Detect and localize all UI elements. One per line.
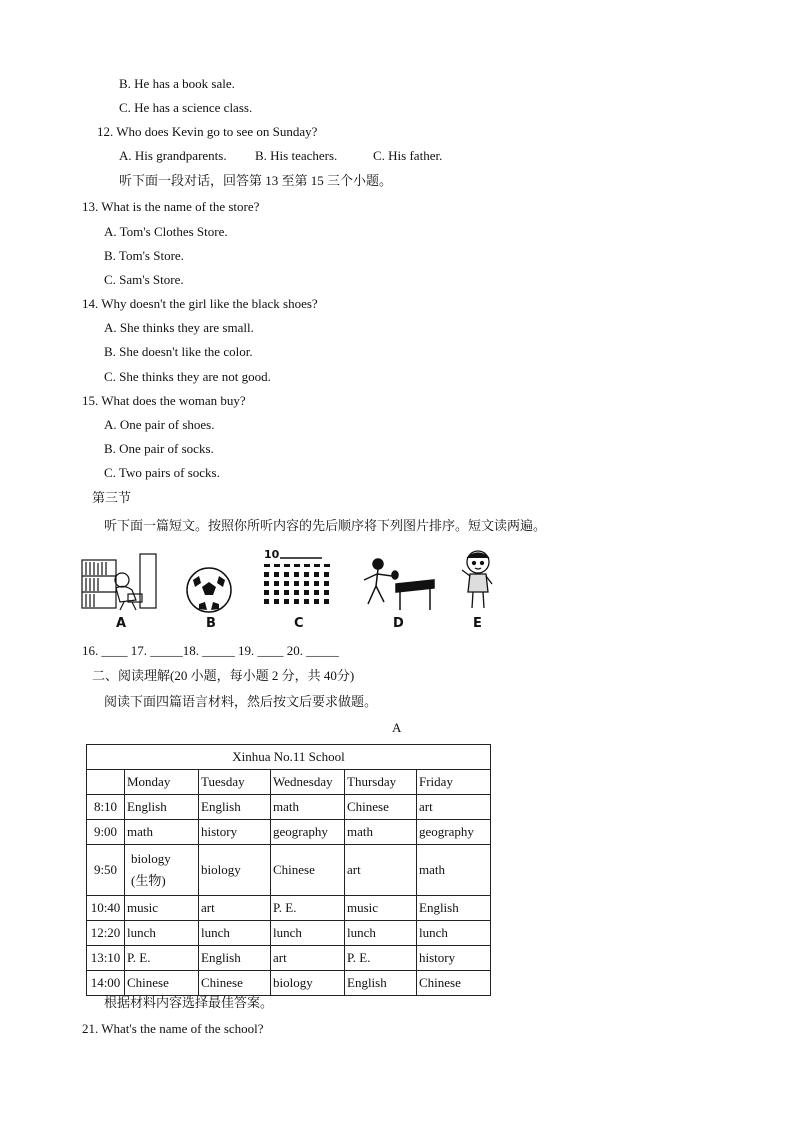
table-cell: English xyxy=(199,946,271,971)
table-cell: math xyxy=(345,820,417,845)
table-cell: art xyxy=(271,946,345,971)
part2-title: 二、阅读理解(20 小题，每小题 2 分，共 40分) xyxy=(92,668,355,683)
q15-option-b: B. One pair of socks. xyxy=(104,441,214,456)
dialogue-instruction: 听下面一段对话，回答第 13 至第 15 三个小题。 xyxy=(119,173,393,188)
table-cell: art xyxy=(199,896,271,921)
table-cell: music xyxy=(125,896,199,921)
part2-instruction: 阅读下面四篇语言材料，然后按文后要求做题。 xyxy=(104,694,378,709)
timetable-header-row xyxy=(87,770,491,795)
q11-option-c: C. He has a science class. xyxy=(119,100,253,115)
biology-text: biology xyxy=(131,851,171,866)
table-cell: lunch xyxy=(345,921,417,946)
table-cell: English xyxy=(125,795,199,820)
table-cell: math xyxy=(417,845,491,896)
q12-question: 12. Who does Kevin go to see on Sunday? xyxy=(97,124,318,139)
picture-label-e: E xyxy=(473,616,482,631)
table-cell: geography xyxy=(271,820,345,845)
table-cell: Chinese xyxy=(125,971,199,996)
table-cell: math xyxy=(271,795,345,820)
q14-option-b: B. She doesn't like the color. xyxy=(104,344,253,359)
table-cell: lunch xyxy=(125,921,199,946)
time-cell: 12:20 xyxy=(87,921,125,946)
header-monday: Monday xyxy=(125,770,199,795)
q13-option-a: A. Tom's Clothes Store. xyxy=(104,224,228,239)
table-cell: English xyxy=(417,896,491,921)
table-cell: music xyxy=(345,896,417,921)
q15-option-c: C. Two pairs of socks. xyxy=(104,465,220,480)
q12-option-b: B. His teachers. xyxy=(255,148,338,163)
table-cell: P. E. xyxy=(271,896,345,921)
table-row xyxy=(87,896,491,921)
picture-label-c: C xyxy=(294,616,304,631)
table-cell: biology xyxy=(271,971,345,996)
biology-chinese-note: (生物) xyxy=(131,873,166,888)
time-cell: 13:10 xyxy=(87,946,125,971)
q21-question: 21. What's the name of the school? xyxy=(82,1021,264,1036)
soccer-ball-icon xyxy=(185,566,233,614)
timetable-corner-cell xyxy=(87,770,125,795)
q14-question: 14. Why doesn't the girl like the black shoes? xyxy=(82,296,318,311)
table-cell: geography xyxy=(417,820,491,845)
calendar-number: 10 xyxy=(264,548,280,561)
q11-option-b: B. He has a book sale. xyxy=(119,76,235,91)
q14-option-c: C. She thinks they are not good. xyxy=(104,369,271,384)
table-cell: math xyxy=(125,820,199,845)
picture-label-d: D xyxy=(393,616,404,631)
table-cell: lunch xyxy=(271,921,345,946)
table-row xyxy=(87,946,491,971)
table-cell: Chinese xyxy=(199,971,271,996)
q15-question: 15. What does the woman buy? xyxy=(82,393,246,408)
header-friday: Friday xyxy=(417,770,491,795)
table-cell: English xyxy=(199,795,271,820)
table-cell: Chinese xyxy=(417,971,491,996)
q12-option-a: A. His grandparents. xyxy=(119,148,227,163)
table-row xyxy=(87,845,491,896)
q13-option-c: C. Sam's Store. xyxy=(104,272,184,287)
table-cell: P. E. xyxy=(345,946,417,971)
table-cell: Chinese xyxy=(345,795,417,820)
table-cell: history xyxy=(199,820,271,845)
time-cell: 14:00 xyxy=(87,971,125,996)
q12-option-c: C. His father. xyxy=(373,148,443,163)
table-cell: lunch xyxy=(417,921,491,946)
table-row xyxy=(87,795,491,820)
timetable-title-row xyxy=(87,745,491,770)
calendar-icon xyxy=(262,548,338,612)
timetable-title: Xinhua No.11 School xyxy=(87,745,491,770)
header-wednesday: Wednesday xyxy=(271,770,345,795)
q14-option-a: A. She thinks they are small. xyxy=(104,320,254,335)
table-cell: P. E. xyxy=(125,946,199,971)
table-cell: English xyxy=(345,971,417,996)
q13-question: 13. What is the name of the store? xyxy=(82,199,260,214)
table-cell: biology xyxy=(199,845,271,896)
timetable xyxy=(86,744,491,996)
section3-title: 第三节 xyxy=(92,490,132,505)
bookshelf-reading-icon xyxy=(80,550,160,612)
answer-blanks: 16. ____ 17. _____18. _____ 19. ____ 20. _____ xyxy=(82,643,339,658)
table-cell: Chinese xyxy=(271,845,345,896)
picture-label-a: A xyxy=(116,616,127,631)
table-cell xyxy=(125,845,199,896)
table-cell: art xyxy=(345,845,417,896)
picture-label-b: B xyxy=(206,616,216,631)
section3-instruction: 听下面一篇短文。按照你所听内容的先后顺序将下列图片排序。短文读两遍。 xyxy=(104,518,547,533)
table-cell: lunch xyxy=(199,921,271,946)
header-thursday: Thursday xyxy=(345,770,417,795)
header-tuesday: Tuesday xyxy=(199,770,271,795)
table-row xyxy=(87,921,491,946)
q15-option-a: A. One pair of shoes. xyxy=(104,417,215,432)
q13-option-b: B. Tom's Store. xyxy=(104,248,184,263)
after-table-instruction: 根据材料内容选择最佳答案。 xyxy=(104,995,274,1010)
passage-label: A xyxy=(392,720,402,735)
table-row xyxy=(87,971,491,996)
boy-icon xyxy=(458,548,498,612)
time-cell: 9:00 xyxy=(87,820,125,845)
time-cell: 10:40 xyxy=(87,896,125,921)
time-cell: 9:50 xyxy=(87,845,125,896)
table-cell: history xyxy=(417,946,491,971)
table-cell: art xyxy=(417,795,491,820)
table-row xyxy=(87,820,491,845)
table-tennis-icon xyxy=(360,556,436,612)
time-cell: 8:10 xyxy=(87,795,125,820)
